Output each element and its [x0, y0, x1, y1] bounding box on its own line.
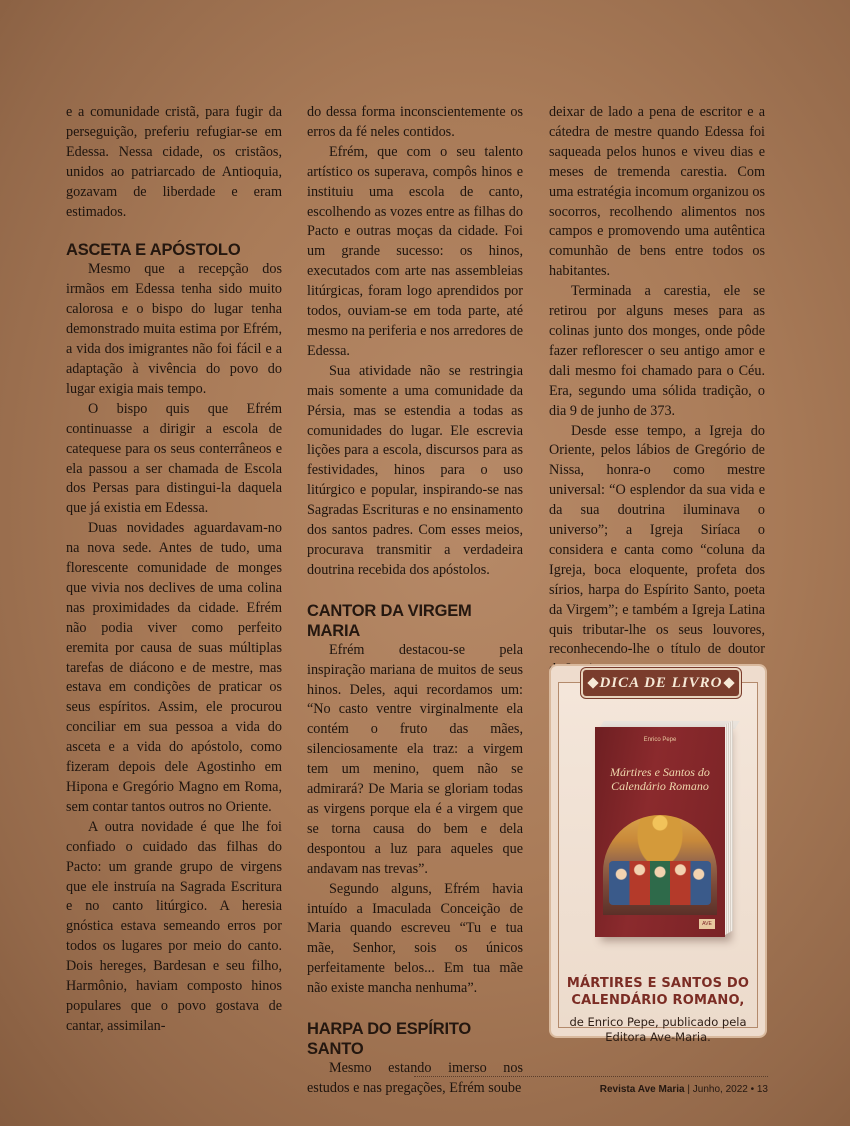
book-tip-label: DICA DE LIVRO — [583, 670, 739, 696]
paragraph: Mesmo que a recepção dos irmãos em Edessa tenha sido muito calorosa e o bispo do lugar tenha demonstrado muita estima por Efrém, a vida dos imigrantes não foi fácil e a adaptação à vivência do povo do lugar exigia mais tempo. — [66, 261, 282, 397]
paragraph: Segundo alguns, Efrém havia intuído a Imaculada Conceição de Maria quando escreveu “Tu e tua mãe, Senhor, sois os únicos perfeitamente belos... Em tua mãe não existe mancha nenhuma”. — [307, 880, 523, 997]
paragraph: Terminada a carestia, ele se retirou por alguns meses para as colinas junto dos monges, onde pôde fazer reflorescer o seu antigo amor e dali mesmo foi chamado para o Céu. Era, segundo uma sólida tradição, o dia 9 de junho de 373. — [549, 283, 765, 419]
book-cover — [595, 727, 725, 937]
book-cover-painting — [603, 815, 717, 915]
paragraph: Efrém, que com o seu talento artístico os superava, compôs hinos e instituiu uma escola de canto, escolhendo as vozes entre as filhas do Pacto e outras moças da cidade. Foi um grande sucesso: os hinos, executados com arte nas assembleias litúrgicas, foram logo aprendidos por todos, ouviam-se em toda parte, até mesmo na periferia e nos arredores de Edessa. — [307, 143, 523, 359]
section-heading-cantor: CANTOR DA VIRGEM MARIA — [307, 601, 472, 640]
footer-magazine: Revista Ave Maria — [599, 1084, 685, 1095]
book-cover-image — [595, 721, 735, 939]
paragraph: Mesmo estando imerso nos estudos e nas pregações, Efrém soube — [307, 1060, 523, 1096]
footer-divider — [414, 1076, 768, 1077]
paragraph-final-text: Desde esse tempo, a Igreja do Oriente, pelos lábios de Gregório de Nissa, honra-o como mestre universal: “O esplendor da sua vida e da sua doutrina iluminava o universo”; a Igreja Siríaca o considera e canta como “coluna da Igreja, boca eloquente, profeta dos sírios, harpa do Espírito Santo, poeta da Virgem”; e também a Igreja Latina quis tributar-lhe os seus louvores, reconhecendo-lhe o título de doutor — [549, 422, 765, 658]
book-tip-panel — [558, 675, 758, 1044]
section-heading-asceta: ASCETA E APÓSTOLO — [66, 241, 241, 260]
book-tip-credit: de Enrico Pepe, publicado pela Editora Ave-Maria. — [569, 1015, 747, 1044]
paragraph: A outra novidade é que lhe foi confiado o cuidado das filhas do Pacto: um grande grupo de virgens que ele instruía na Sagrada Escritura e no canto litúrgico. A heresia gnóstica estava semeando erros por todos os lugares por meio do canto. Dois hereges, Bardesan e seu filho, Harmônio, haviam composto hinos populares que o povo gostava de cantar, assimilan- — [66, 818, 282, 1034]
column-2 — [307, 103, 523, 1099]
book-cover-title: Mártires e Santos do Calendário Romano — [610, 765, 710, 793]
paragraph: Efrém destacou-se pela inspiração mariana de muitos de seus hinos. Deles, aqui recordamos um: “No casto ventre virginalmente ela contém o fruto das mães, silenciosamente ela traz: a virgem tem um menino, quem não se admirará? De Maria se gloriam todas as virgens porque ela é a virgem que se torna causa do bem e dela despontou a luz para aqueles que andavam nas trevas”. — [307, 641, 523, 877]
section-heading-harpa: HARPA DO ESPÍRITO SANTO — [307, 1020, 472, 1059]
book-cover-author: Enrico Pepe — [643, 737, 677, 743]
book-tip-title: MÁRTIRES E SANTOS DO CALENDÁRIO ROMANO, — [566, 976, 750, 1008]
paragraph: O bispo quis que Efrém continuasse a dirigir a escola de catequese para os seus conterrâneos e ela passou a ser chamada de Escola dos Persas para distingui-la daquela que já existia em Edessa. — [66, 400, 282, 517]
book-pages-edge — [725, 720, 733, 935]
paragraph: Sua atividade não se restringia mais somente a uma comunidade da Pérsia, mas se estendia a todas as comunidades do lugar. Ele escrevia lições para a escola, discursos para as festividades, hinos para o uso litúrgico e popular, inspirando-se nas Sagradas Escrituras e no ensinamento dos santos padres. Com esses meios, procurava transmitir a verdadeira doutrina recebida dos apóstolos. — [307, 362, 523, 578]
paragraph-final — [549, 422, 765, 681]
paragraph: Duas novidades aguardavam-no na nova sede. Antes de tudo, uma florescente comunidade de monges que vivia nos declives de uma colina nas proximidades da cidade. Efrém não podia viver como perfeito eremita por causa de suas múltiplas tarefas de diácono e de mestre, mas estava em condições de praticar os seus espíritos. Assim, ele procurou conciliar em sua pessoa a vida do asceta e a vida do apóstolo, como fizeram depois dele Agostinho em Hipona e Gregório Magno em Roma, sem contar tantos outros no Oriente. — [66, 520, 282, 815]
column-1 — [66, 103, 282, 1037]
page-footer — [414, 1084, 768, 1095]
column-3 — [549, 103, 765, 680]
paragraph: do dessa forma inconscientemente os erros da fé neles contidos. — [307, 104, 523, 140]
footer-date-page: | Junho, 2022 • 13 — [687, 1084, 768, 1095]
paragraph: e a comunidade cristã, para fugir da perseguição, preferiu refugiar-se em Edessa. Nessa cidade, os cristãos, unidos ao patriarcado de Antioquia, gozavam de liberdade e eram estimados. — [66, 104, 282, 220]
book-tip-box — [549, 664, 767, 1044]
paragraph: deixar de lado a pena de escritor e a cátedra de mestre quando Edessa foi saqueada pelos hunos e viveu dias e meses de tremenda carestia. Com uma estratégia incomum organizou os socorros, recolhendo alimentos nos campos e promovendo uma autêntica comunhão de bens entre todos os habitantes. — [549, 104, 765, 280]
publisher-logo-icon: AVE — [699, 919, 715, 929]
